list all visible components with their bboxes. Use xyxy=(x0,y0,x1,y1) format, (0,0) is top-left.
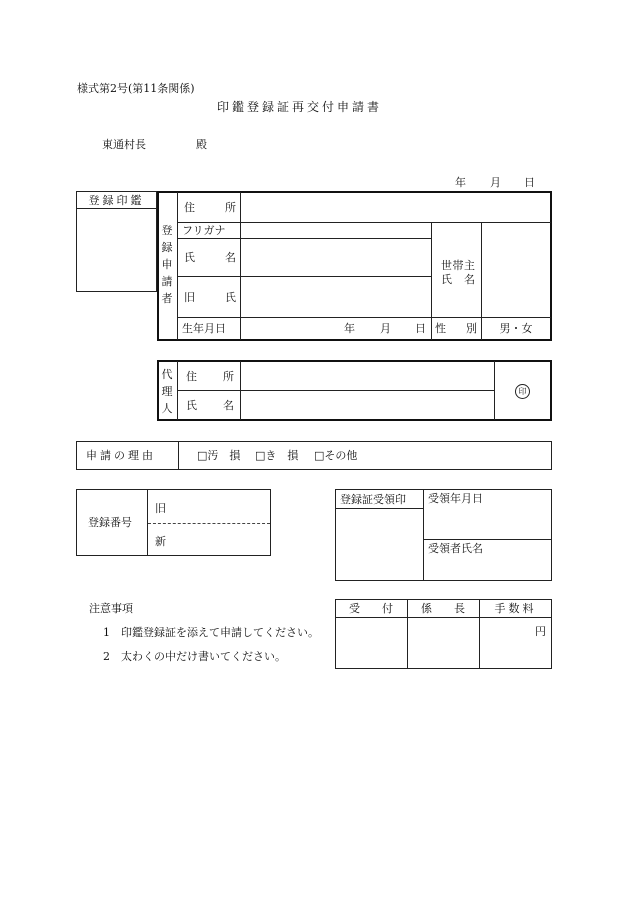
furigana-field[interactable] xyxy=(241,223,430,237)
date-day-label: 日 xyxy=(524,176,535,189)
registration-number-label: 登録番号 xyxy=(88,516,132,529)
receipt-date-label: 受領年月日 xyxy=(428,492,483,505)
registration-old-field[interactable] xyxy=(170,491,269,522)
addressee: 東通村長 xyxy=(102,138,146,151)
agent-address-field[interactable] xyxy=(241,362,493,389)
registration-new-label: 新 xyxy=(155,535,166,548)
reason-option-stain[interactable]: □汚 損 xyxy=(197,449,241,462)
date-year-label: 年 xyxy=(455,176,466,189)
applicant-side-label: 登録申請者 xyxy=(161,224,173,305)
honorific: 殿 xyxy=(196,138,207,151)
dob-month-label: 月 xyxy=(380,322,391,335)
reason-option-other[interactable]: □その他 xyxy=(314,449,358,462)
applicant-address-label: 住 所 xyxy=(184,201,236,214)
form-number: 様式第2号(第11条関係) xyxy=(77,82,195,95)
applicant-name-field[interactable] xyxy=(241,239,430,275)
dob-year-label: 年 xyxy=(344,322,355,335)
registered-seal-label: 登録印鑑 xyxy=(88,194,145,207)
old-name-field[interactable] xyxy=(241,277,430,316)
fee-unit-label: 円 xyxy=(535,625,546,638)
applicant-name-label: 氏 名 xyxy=(184,251,236,264)
notes-heading: 注意事項 xyxy=(89,602,133,615)
furigana-label: フリガナ xyxy=(182,224,226,237)
notes-item-1: 1 印鑑登録証を添えて申請してください。 xyxy=(103,626,319,639)
reception-header: 受 付 xyxy=(349,602,393,615)
receipt-seal-label: 登録証受領印 xyxy=(340,493,406,506)
registration-new-field[interactable] xyxy=(170,525,269,554)
agent-side-label: 代理人 xyxy=(161,368,173,415)
seal-mark-icon: 印 xyxy=(515,384,530,399)
fee-header: 手数料 xyxy=(494,602,537,615)
reason-label: 申請の理由 xyxy=(86,449,156,462)
chief-header: 係 長 xyxy=(421,602,465,615)
household-head-label: 世帯主 氏 名 xyxy=(441,259,475,286)
date-month-label: 月 xyxy=(490,176,501,189)
applicant-address-field[interactable] xyxy=(241,193,550,221)
gender-options[interactable]: 男・女 xyxy=(499,322,533,335)
dob-day-label: 日 xyxy=(415,322,426,335)
household-head-field[interactable] xyxy=(482,223,550,316)
dob-label: 生年月日 xyxy=(182,322,226,335)
dob-field[interactable] xyxy=(241,318,430,339)
receipt-name-label: 受領者氏名 xyxy=(428,542,483,555)
gender-label: 性 別 xyxy=(435,322,477,335)
reason-option-damage[interactable]: □き 損 xyxy=(255,449,299,462)
agent-name-label: 氏 名 xyxy=(186,399,234,412)
old-name-label: 旧 氏 xyxy=(184,291,236,304)
document-title: 印鑑登録証再交付申請書 xyxy=(217,100,383,114)
agent-name-field[interactable] xyxy=(241,391,493,419)
receipt-seal-field[interactable] xyxy=(336,509,422,580)
notes-item-2: 2 太わくの中だけ書いてください。 xyxy=(103,650,286,663)
agent-address-label: 住 所 xyxy=(186,370,234,383)
registration-old-label: 旧 xyxy=(155,502,166,515)
